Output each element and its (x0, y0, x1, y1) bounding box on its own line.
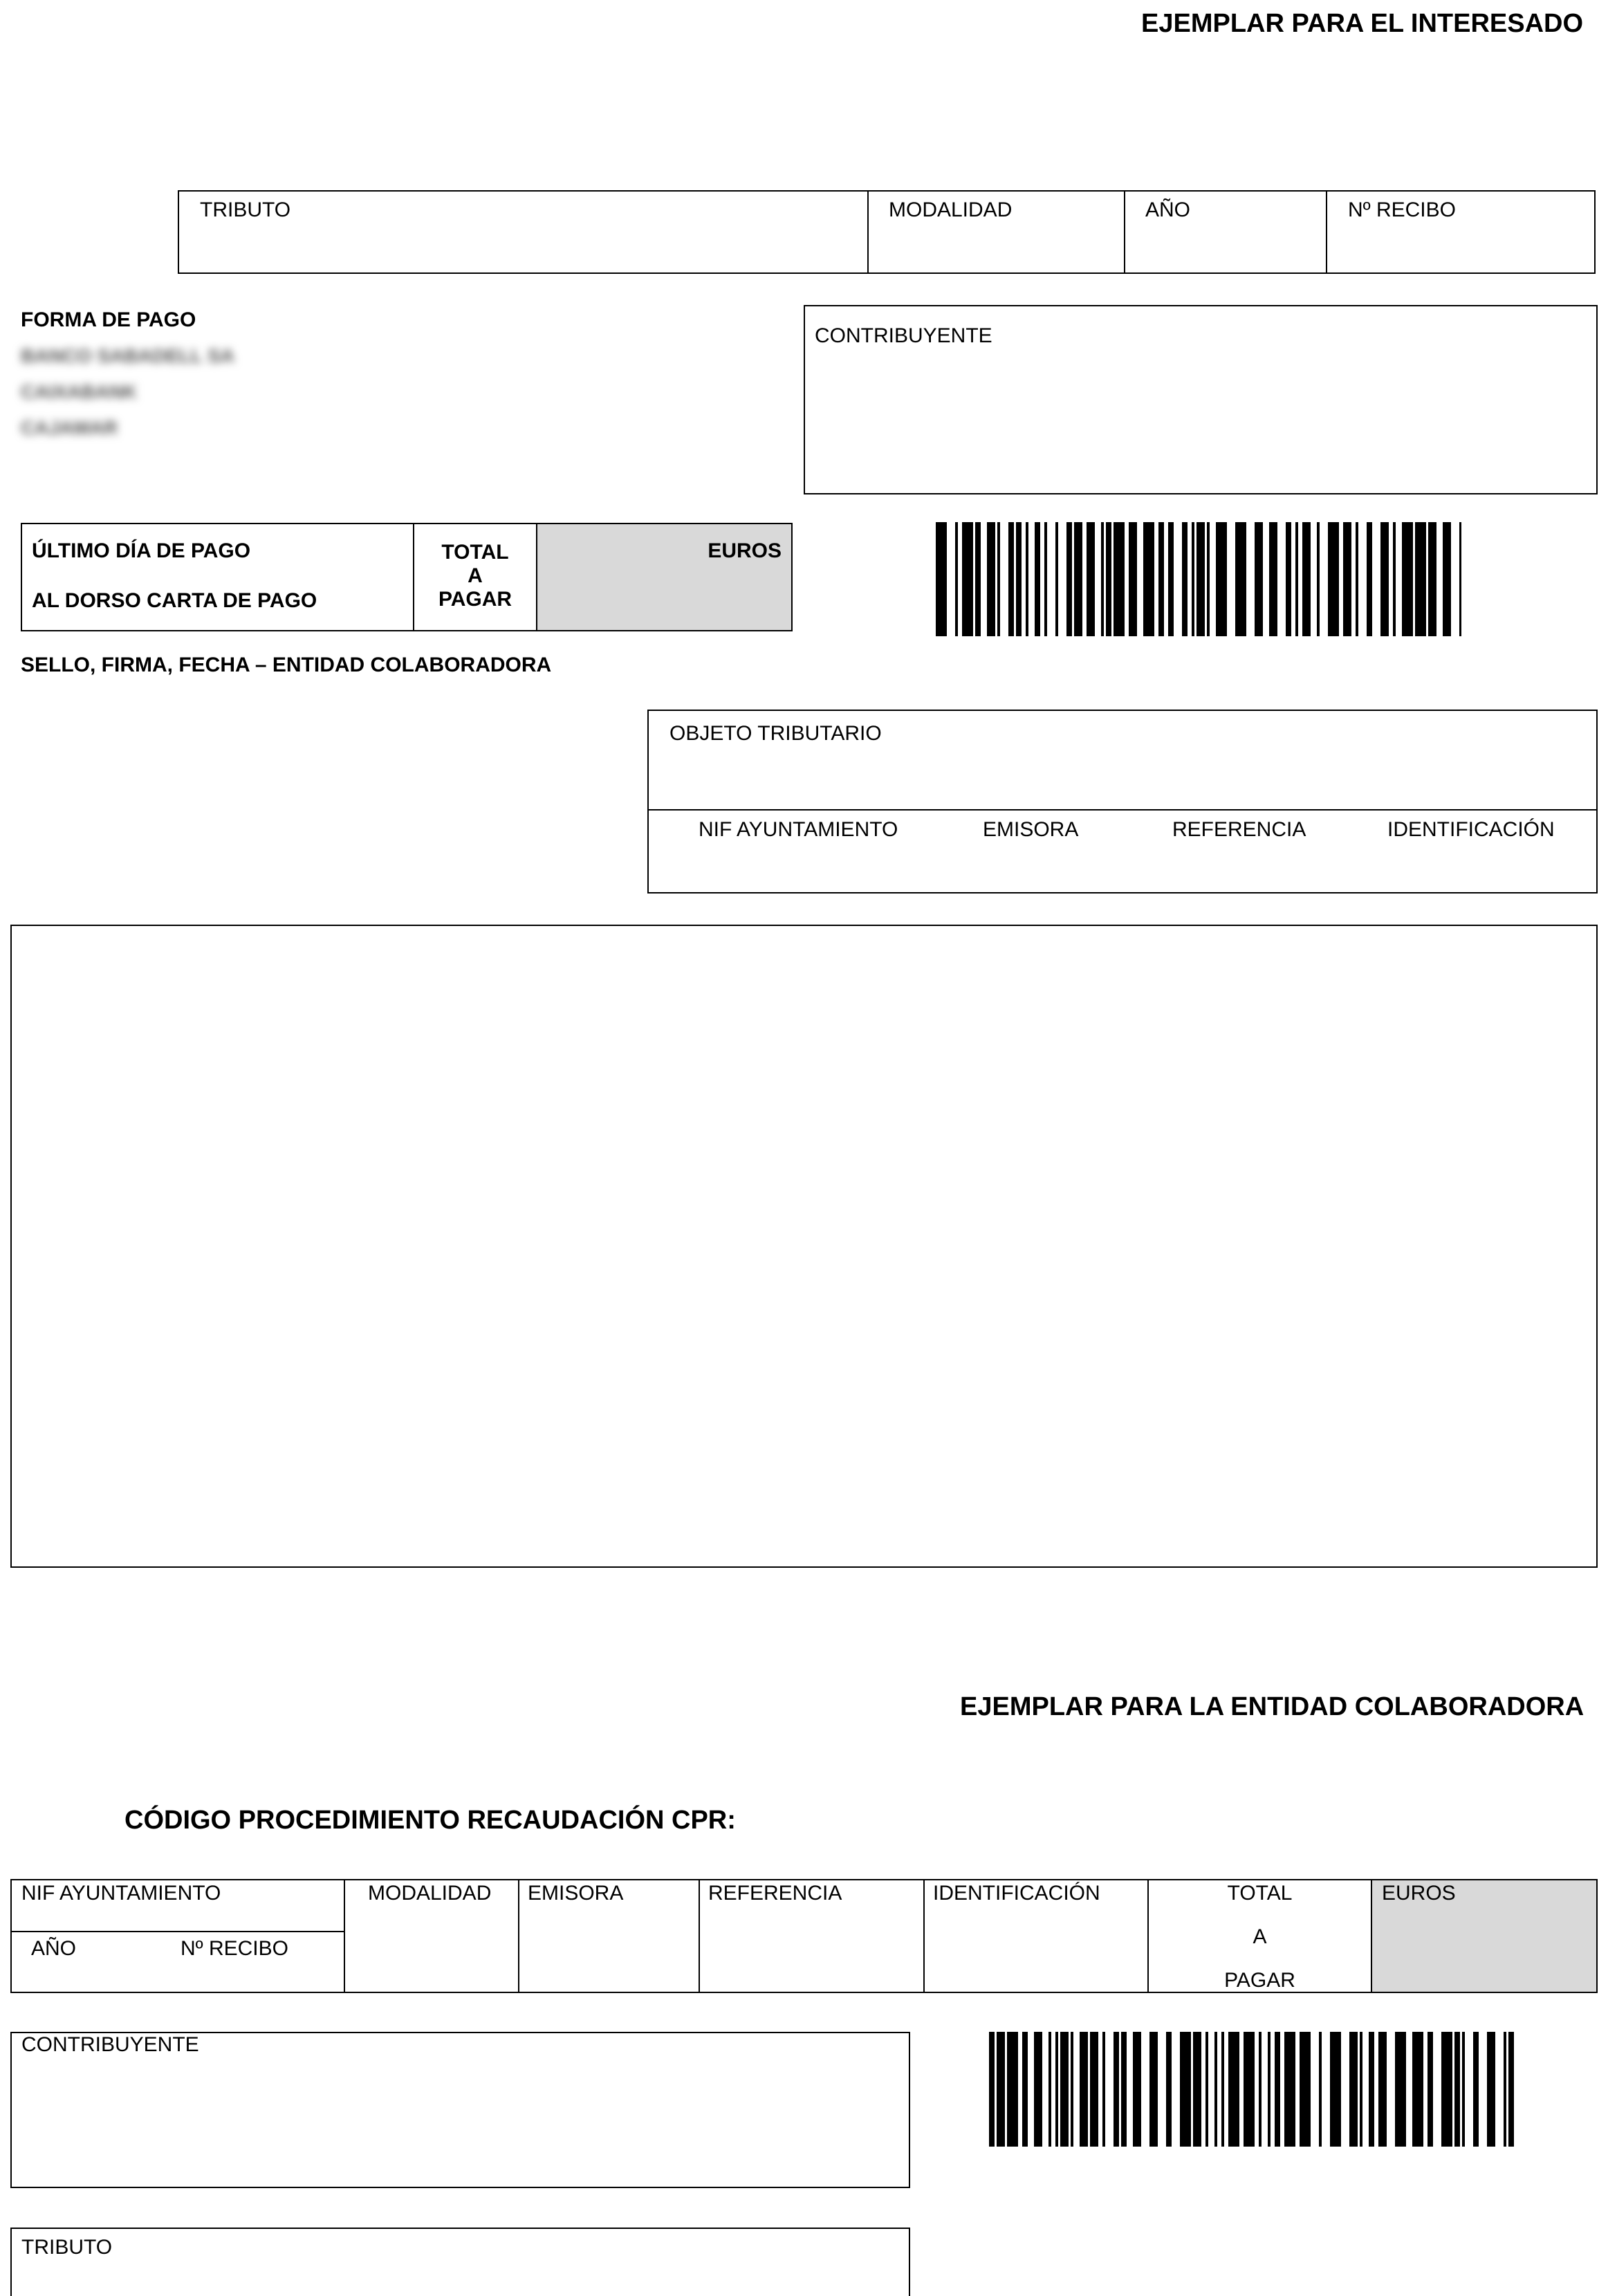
euros-label: EUROS (708, 539, 782, 562)
contribuyente-box (10, 2032, 910, 2188)
nif-ayuntamiento-label: NIF AYUNTAMIENTO (699, 818, 898, 841)
forma-pago-entity: CAIXABANK (21, 381, 137, 402)
modalidad-label: MODALIDAD (368, 1882, 492, 1905)
barcode-icon (989, 2032, 1517, 2147)
tributo-box (10, 2228, 910, 2296)
objeto-tributario-box (647, 710, 1598, 894)
forma-pago-label: FORMA DE PAGO (21, 308, 196, 331)
identificacion-label: IDENTIFICACIÓN (1387, 818, 1555, 841)
contribuyente-label: CONTRIBUYENTE (21, 2033, 199, 2056)
entity-data-table (10, 1879, 1598, 1993)
emisora-label: EMISORA (528, 1882, 624, 1905)
identificacion-label: IDENTIFICACIÓN (933, 1882, 1100, 1905)
amount-euros-field (1372, 1880, 1596, 1992)
nif-ayuntamiento-label: NIF AYUNTAMIENTO (21, 1882, 221, 1905)
recibo-label: Nº RECIBO (181, 1937, 288, 1960)
referencia-label: REFERENCIA (1172, 818, 1306, 841)
objeto-tributario-label: OBJETO TRIBUTARIO (669, 722, 882, 745)
total-a-pagar-label: TOTAL A PAGAR (438, 541, 512, 611)
barcode-icon (936, 522, 1461, 636)
contribuyente-label: CONTRIBUYENTE (815, 324, 992, 347)
anio-label: AÑO (31, 1937, 77, 1960)
forma-pago-entity: BANCO SABADELL SA (21, 345, 235, 367)
referencia-label: REFERENCIA (708, 1882, 842, 1905)
al-dorso-label: AL DORSO CARTA DE PAGO (32, 589, 317, 612)
forma-pago-entity: CAJAMAR (21, 417, 118, 438)
copy1-title: EJEMPLAR PARA EL INTERESADO (1141, 9, 1584, 38)
tributo-label: TRIBUTO (21, 2236, 113, 2259)
cpr-label: CÓDIGO PROCEDIMIENTO RECAUDACIÓN CPR: (124, 1806, 736, 1835)
notes-area (10, 925, 1598, 1568)
emisora-label: EMISORA (983, 818, 1079, 841)
modalidad-label: MODALIDAD (889, 198, 1013, 221)
sello-label: SELLO, FIRMA, FECHA – ENTIDAD COLABORADORA (21, 654, 552, 676)
contribuyente-box (804, 305, 1598, 494)
ultimo-dia-label: ÚLTIMO DÍA DE PAGO (32, 539, 251, 562)
tax-header-table (178, 190, 1596, 274)
recibo-label: Nº RECIBO (1348, 198, 1456, 221)
anio-label: AÑO (1145, 198, 1191, 221)
amount-euros-field (537, 524, 791, 630)
payment-summary-box (21, 523, 793, 631)
euros-label: EUROS (1382, 1882, 1456, 1905)
tributo-label: TRIBUTO (200, 198, 291, 221)
total-a-pagar-label: TOTAL A PAGAR (1224, 1882, 1295, 1992)
copy2-title: EJEMPLAR PARA LA ENTIDAD COLABORADORA (960, 1692, 1584, 1721)
